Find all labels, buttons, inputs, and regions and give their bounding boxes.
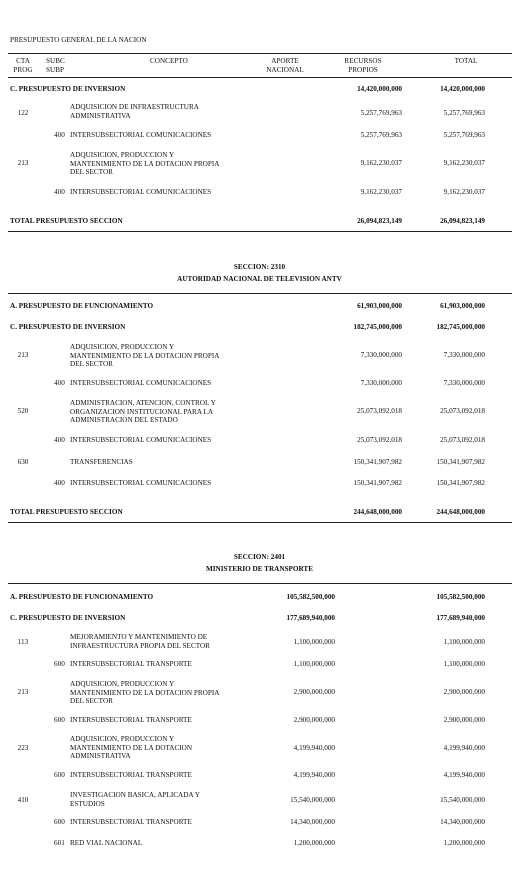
s3-r8-aporte: 1,200,000,000	[293, 839, 335, 847]
s3-r7-aporte: 14,340,000,000	[290, 818, 335, 826]
s3-r3-total: 2,900,000,000	[443, 716, 485, 724]
s3-r6-concepto: INVESTIGACION BASICA, APLICADA Y ESTUDIOS	[70, 791, 200, 808]
s2-r4-cta: 630	[17, 458, 29, 466]
s2-r1-concepto: INTERSUBSECTORIAL COMUNICACIONES	[70, 379, 212, 387]
s3-r3-concepto: INTERSUBSECTORIAL TRANSPORTE	[70, 716, 192, 724]
s1-r1-recursos: 5,257,769,963	[360, 131, 402, 139]
s1-r0-recursos: 5,257,769,963	[360, 109, 402, 117]
s2-r2-concepto: ADMINISTRACION, ATENCION, CONTROL Y ORGANIZACION INSTITUCIONAL PARA LA ADMINISTRACION DEL ESTADO	[70, 399, 216, 425]
s3-inv-aporte: 177,689,940,000	[286, 614, 335, 622]
s3-r2-aporte: 2,900,000,000	[293, 688, 335, 696]
col-header-total: TOTAL	[454, 57, 478, 65]
s2-r5-total: 150,341,907,982	[436, 479, 485, 487]
page-title: PRESUPUESTO GENERAL DE LA NACION	[10, 36, 147, 44]
s1-r3-concepto: INTERSUBSECTORIAL COMUNICACIONES	[70, 188, 212, 196]
s3-r5-concepto: INTERSUBSECTORIAL TRANSPORTE	[70, 771, 192, 779]
s3-r5-aporte: 4,199,940,000	[293, 771, 335, 779]
s3-seccion: SECCION: 2401	[233, 553, 286, 561]
s3-inv-title: C. PRESUPUESTO DE INVERSION	[10, 614, 126, 622]
s2-name: AUTORIDAD NACIONAL DE TELEVISION ANTV	[177, 275, 342, 283]
s3-r4-concepto: ADQUISICION, PRODUCCION Y MANTENIMIENTO DE LA DOTACION ADMINISTRATIVA	[70, 735, 193, 761]
s2-r2-total: 25,073,092,018	[440, 407, 485, 415]
s2-total-total: 244,648,000,000	[436, 508, 485, 516]
s3-r3-sub: 600	[54, 716, 65, 724]
s2-r4-total: 150,341,907,982	[436, 458, 485, 466]
s2-total-label: TOTAL PRESUPUESTO SECCION	[10, 508, 123, 516]
s3-r6-cta: 410	[17, 796, 29, 804]
s1-r3-total: 9,162,230,037	[443, 188, 485, 196]
s3-r7-concepto: INTERSUBSECTORIAL TRANSPORTE	[70, 818, 192, 826]
s2-end-rule	[8, 522, 512, 523]
s3-top-rule	[8, 583, 512, 584]
col-header-cta: CTA PROG	[13, 57, 33, 74]
col-header-recursos: RECURSOS PROPIOS	[344, 57, 382, 74]
s3-r4-total: 4,199,940,000	[443, 744, 485, 752]
s3-func-aporte: 105,582,500,000	[286, 593, 335, 601]
col-header-subc: SUBC SUBP	[46, 57, 65, 74]
col-header-aporte: APORTE NACIONAL	[266, 57, 304, 74]
s2-r5-concepto: INTERSUBSECTORIAL COMUNICACIONES	[70, 479, 212, 487]
s1-r3-sub: 400	[54, 188, 65, 196]
s3-r2-concepto: ADQUISICION, PRODUCCION Y MANTENIMIENTO DE LA DOTACION PROPIA DEL SECTOR	[70, 680, 220, 706]
s1-total-recursos: 26,094,823,149	[357, 217, 402, 225]
s2-r1-recursos: 7,330,000,000	[360, 379, 402, 387]
s2-inv-total: 182,745,000,000	[436, 323, 485, 331]
s3-r0-total: 1,100,000,000	[443, 638, 485, 646]
s1-r1-concepto: INTERSUBSECTORIAL COMUNICACIONES	[70, 131, 212, 139]
s2-func-total: 61,903,000,000	[440, 302, 485, 310]
s2-seccion: SECCION: 2310	[233, 263, 286, 271]
s3-r1-total: 1,100,000,000	[443, 660, 485, 668]
s2-func-recursos: 61,903,000,000	[357, 302, 402, 310]
s1-total-total: 26,094,823,149	[440, 217, 485, 225]
header-top-rule	[8, 53, 512, 54]
s3-r4-aporte: 4,199,940,000	[293, 744, 335, 752]
s2-r0-recursos: 7,330,000,000	[360, 351, 402, 359]
s2-r1-sub: 400	[54, 379, 65, 387]
s1-r2-concepto: ADQUISICION, PRODUCCION Y MANTENIMIENTO DE LA DOTACION PROPIA DEL SECTOR	[70, 151, 220, 177]
s2-r4-recursos: 150,341,907,982	[353, 458, 402, 466]
s2-top-rule	[8, 293, 512, 294]
s1-total-label: TOTAL PRESUPUESTO SECCION	[10, 217, 123, 225]
s1-r2-recursos: 9,162,230,037	[360, 159, 402, 167]
s1-r2-total: 9,162,230,037	[443, 159, 485, 167]
s1-r3-recursos: 9,162,230,037	[360, 188, 402, 196]
s1-r2-cta: 213	[17, 159, 29, 167]
s3-name: MINISTERIO DE TRANSPORTE	[205, 565, 314, 573]
s1-inversion-title: C. PRESUPUESTO DE INVERSION	[10, 85, 126, 93]
s2-inv-recursos: 182,745,000,000	[353, 323, 402, 331]
s2-r0-total: 7,330,000,000	[443, 351, 485, 359]
s3-r8-total: 1,200,000,000	[443, 839, 485, 847]
s1-end-rule	[8, 231, 512, 232]
s3-r2-cta: 213	[17, 688, 29, 696]
s3-func-total: 105,582,500,000	[436, 593, 485, 601]
s2-r4-concepto: TRANSFERENCIAS	[70, 458, 133, 466]
s3-r0-concepto: MEJORAMIENTO Y MANTENIMIENTO DE INFRAESTRUCTURA PROPIA DEL SECTOR	[70, 633, 210, 650]
s2-func-title: A. PRESUPUESTO DE FUNCIONAMIENTO	[10, 302, 154, 310]
s3-inv-total: 177,689,940,000	[436, 614, 485, 622]
s3-r5-sub: 600	[54, 771, 65, 779]
s1-inversion-recursos: 14,420,000,000	[357, 85, 402, 93]
s1-r1-total: 5,257,769,963	[443, 131, 485, 139]
s3-r8-sub: 601	[54, 839, 65, 847]
s1-r1-sub: 400	[54, 131, 65, 139]
s2-total-recursos: 244,648,000,000	[353, 508, 402, 516]
s2-r2-recursos: 25,073,092,018	[357, 407, 402, 415]
s3-r1-concepto: INTERSUBSECTORIAL TRANSPORTE	[70, 660, 192, 668]
s2-r5-recursos: 150,341,907,982	[353, 479, 402, 487]
s2-r3-recursos: 25,073,092,018	[357, 436, 402, 444]
s2-r0-cta: 213	[17, 351, 29, 359]
s2-r3-sub: 400	[54, 436, 65, 444]
s1-r0-concepto: ADQUISICION DE INFRAESTRUCTURA ADMINISTRATIVA	[70, 103, 199, 120]
s2-inv-title: C. PRESUPUESTO DE INVERSION	[10, 323, 126, 331]
s3-func-title: A. PRESUPUESTO DE FUNCIONAMIENTO	[10, 593, 154, 601]
s3-r7-sub: 600	[54, 818, 65, 826]
s3-r3-aporte: 2,900,000,000	[293, 716, 335, 724]
s2-r1-total: 7,330,000,000	[443, 379, 485, 387]
s3-r6-aporte: 15,540,000,000	[290, 796, 335, 804]
s2-r5-sub: 400	[54, 479, 65, 487]
col-header-concepto: CONCEPTO	[150, 57, 188, 65]
s3-r4-cta: 223	[17, 744, 29, 752]
s2-r0-concepto: ADQUISICION, PRODUCCION Y MANTENIMIENTO DE LA DOTACION PROPIA DEL SECTOR	[70, 343, 220, 369]
s1-inversion-total: 14,420,000,000	[440, 85, 485, 93]
s3-r0-aporte: 1,100,000,000	[293, 638, 335, 646]
s1-r0-total: 5,257,769,963	[443, 109, 485, 117]
header-bottom-rule	[8, 77, 512, 78]
s3-r8-concepto: RED VIAL NACIONAL	[70, 839, 143, 847]
s1-r0-cta: 122	[17, 109, 29, 117]
s3-r7-total: 14,340,000,000	[440, 818, 485, 826]
s3-r2-total: 2,900,000,000	[443, 688, 485, 696]
s2-r3-concepto: INTERSUBSECTORIAL COMUNICACIONES	[70, 436, 212, 444]
s2-r2-cta: 520	[17, 407, 29, 415]
s3-r6-total: 15,540,000,000	[440, 796, 485, 804]
s2-r3-total: 25,073,092,018	[440, 436, 485, 444]
s3-r0-cta: 113	[17, 638, 29, 646]
s3-r5-total: 4,199,940,000	[443, 771, 485, 779]
s3-r1-sub: 600	[54, 660, 65, 668]
s3-r1-aporte: 1,100,000,000	[293, 660, 335, 668]
